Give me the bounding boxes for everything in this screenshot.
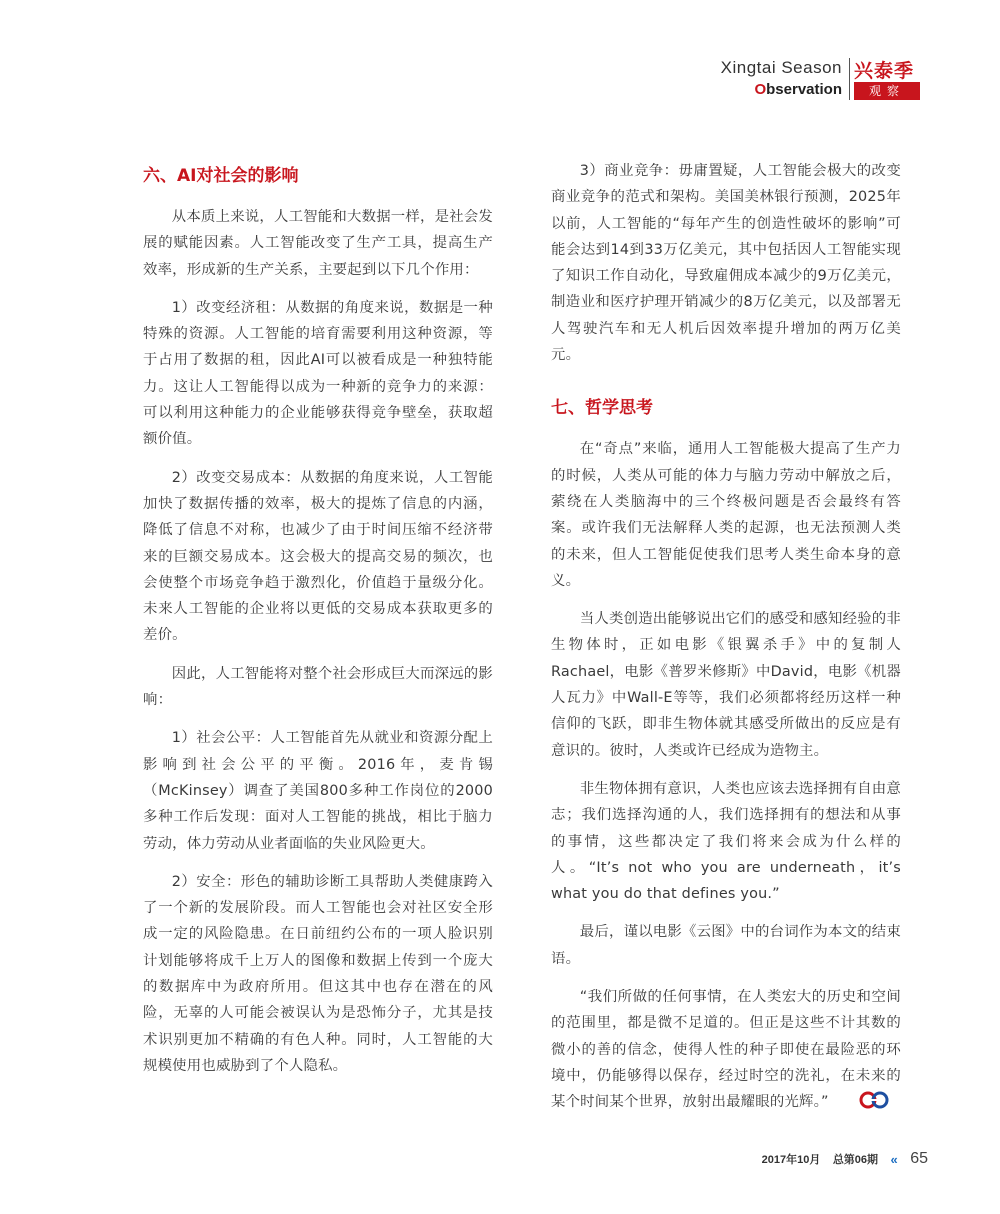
body-paragraph: 2）安全：形色的辅助诊断工具帮助人类健康跨入了一个新的发展阶段。而人工智能也会对社区安全形成一定的风险隐患。在日前纽约公布的一项人脸识别计划能够将成千上万人的图像和数据上传到一个庞大的数据库中为政府所用。但这其中也存在潜在的风险，无辜的人可能会被误认为是恐怖分子，尤其是技术识别更加不精确的有色人种。同时，人工智能的大规模使用也威胁到了个人隐私。 [143, 873, 493, 1074]
magazine-english-title: Xingtai Season [720, 58, 842, 77]
body-paragraph: 1）社会公平：人工智能首先从就业和资源分配上影响到社会公平的平衡。2016年，麦肯锡（McKinsey）调查了美国800多种工作岗位的2000多种工作后发现：面对人工智能的挑战，相比于脑力劳动，体力劳动从业者面临的失业风险更大。 [143, 730, 493, 852]
closing-quote-text: “我们所做的任何事情，在人类宏大的历史和空间的范围里，都是微不足道的。但正是这些不计其数的微小的善的信念，使得人性的种子即使在最险恶的环境中，仍能够得以保存，经过时空的洗礼，在未来的某个时间某个世界，放射出最耀眼的光辉。” [551, 989, 901, 1111]
column-english-title [754, 81, 842, 98]
body-paragraph: 因此，人工智能将对整个社会形成巨大而深远的影响： [143, 665, 493, 709]
column-title-rest: bservation [766, 81, 842, 98]
header-divider [849, 58, 850, 100]
double-chevron-left-icon: « [890, 1151, 898, 1167]
body-paragraph: 2）改变交易成本：从数据的角度来说，人工智能加快了数据传播的效率，极大的提炼了信息的内涵，降低了信息不对称，也减少了由于时间压缩不经济带来的巨额交易成本。这会极大的提高交易的频次，也会使整个市场竞争趋于激烈化，价值趋于量级分化。未来人工智能的企业将以更低的交易成本获取更多的差价。 [143, 469, 493, 644]
magazine-chinese-logo: 兴泰季 [854, 60, 915, 82]
section-heading-six: 六、AI对社会的影响 [143, 166, 299, 186]
left-column [143, 158, 493, 1091]
issue-number: 总第06期 [832, 1154, 879, 1166]
body-paragraph: 最后，谨以电影《云图》中的台词作为本文的结束语。 [551, 924, 901, 967]
body-paragraph: 当人类创造出能够说出它们的感受和感知经验的非生物体时，正如电影《银翼杀手》中的复制人Rachael，电影《普罗米修斯》中David，电影《机器人瓦力》中Wall-E等等，我们必须都将经历这样一种信仰的飞跃，即非生物体就其感受所做出的反应是有意识的。彼时，人类或许已经成为造物主。 [551, 611, 901, 759]
section-heading-seven: 七、哲学思考 [551, 398, 653, 419]
page-footer [762, 1150, 928, 1170]
right-column [551, 158, 901, 1131]
page-number: 65 [910, 1150, 928, 1167]
closing-quote-paragraph [551, 984, 901, 1118]
column-initial-letter: O [754, 81, 767, 98]
body-paragraph: 1）改变经济租：从数据的角度来说，数据是一种特殊的资源。人工智能的培育需要利用这种资源，等于占用了数据的租，因此AI可以被看成是一种独特能力。这让人工智能得以成为一种新的竞争力的来源：可以利用这种能力的企业能够获得竞争壁垒，获取超额价值。 [143, 299, 493, 448]
end-of-article-icon [831, 1091, 890, 1118]
body-paragraph: 非生物体拥有意识，人类也应该去选择拥有自由意志；我们选择沟通的人，我们选择拥有的想法和从事的事情，这些都决定了我们将来会成为什么样的人。“It’s not who you are underneath，it’s what you do that defines you.” [551, 780, 901, 903]
body-paragraph: 在“奇点”来临，通用人工智能极大提高了生产力的时候，人类从可能的体力与脑力劳动中解放之后，萦绕在人类脑海中的三个终极问题是否会最终有答案。或许我们无法解释人类的起源，也无法预测人类的未来，但人工智能促使我们思考人类生命本身的意义。 [551, 441, 901, 589]
issue-date: 2017年10月 [761, 1154, 821, 1166]
body-paragraph: 3）商业竞争：毋庸置疑，人工智能会极大的改变商业竞争的范式和架构。美国美林银行预测，2025年以前，人工智能的“每年产生的创造性破坏的影响”可能会达到14到33万亿美元，其中包括因人工智能实现了知识工作自动化，导致雇佣成本减少的9万亿美元，制造业和医疗护理开销减少的8万亿美元，以及部署无人驾驶汽车和无人机后因效率提升增加的两万亿美元。 [551, 163, 901, 364]
body-paragraph: 从本质上来说，人工智能和大数据一样，是社会发展的赋能因素。人工智能改变了生产工具，提高生产效率，形成新的生产关系，主要起到以下几个作用： [143, 209, 493, 278]
column-chinese-badge: 观察 [854, 82, 920, 100]
page-header [620, 56, 920, 106]
